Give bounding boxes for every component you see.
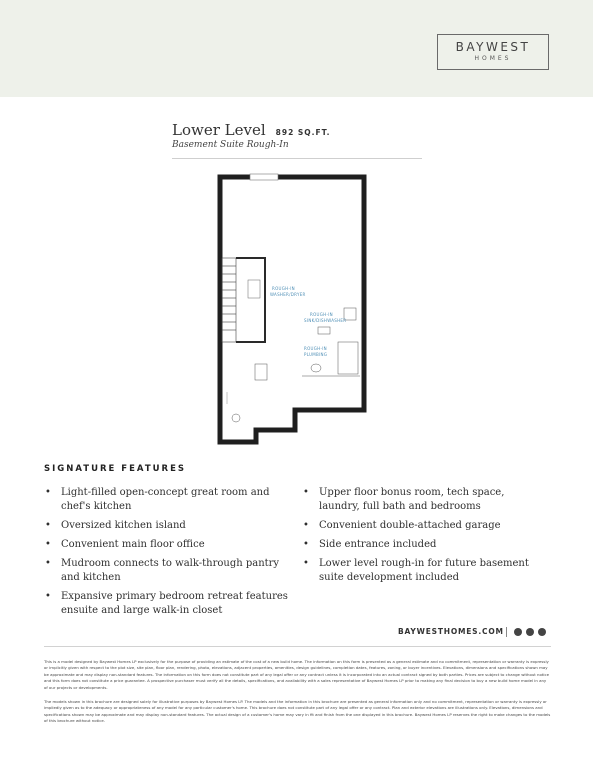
- footer-divider: [44, 646, 551, 647]
- plan-sqft: 892 SQ.FT.: [275, 128, 331, 137]
- plumbing-label-2: PLUMBING: [304, 352, 328, 357]
- exterior-walls: [220, 177, 364, 442]
- feature-item: • Oversized kitchen island: [44, 519, 289, 533]
- features-heading: SIGNATURE FEATURES: [44, 464, 187, 474]
- sink-label-1: ROUGH-IN: [310, 312, 333, 317]
- staircase: [222, 258, 236, 342]
- disclaimer-1: This is a model designed by Baywest Homes LP exclusively for the purpose of providing an estimate of the cost of a new build home. The information on this form is presented as a general estimate and no commitment, representation or warranty is expressly or implicitly given with respect to the plot size, site plan, floor plan, rendering, photo, elevations, adjacent properties, amenities, design guidelines, completion dates, features, zoning, or buyer incentives. Elevations, dimensions and specifications shown may be approximate and may display non-standard features. The information on this form does not constitute part of any legal offer or any contract unless it is incorporated into an actual contract signed by both parties. Prices are subject to change without notice and this form does not constitute a price guarantee. A prospective purchaser must verify all the details, specifications, and availability with a sales representative of Baywest Homes LP prior to making any final decision to buy a new build home model in any of our projects or developments.: [44, 659, 550, 690]
- feature-item: • Upper floor bonus room, tech space, laundry, full bath and bedrooms: [302, 486, 547, 514]
- water-heater: [255, 364, 267, 380]
- plan-title-block: [172, 120, 422, 150]
- bath-area: [338, 342, 358, 374]
- feature-item: • Convenient double-attached garage: [302, 519, 547, 533]
- x-icon[interactable]: [526, 628, 534, 636]
- facebook-icon[interactable]: [514, 628, 522, 636]
- website-link[interactable]: BAYWESTHOMES.COM: [398, 627, 504, 636]
- social-links: [506, 626, 546, 638]
- baywest-logo: [437, 34, 549, 70]
- feature-item: • Side entrance included: [302, 538, 547, 552]
- sink-label-2: SINK/DISHWASHER: [304, 318, 347, 323]
- plan-subtitle: Basement Suite Rough-In: [172, 140, 289, 150]
- feature-item: • Mudroom connects to walk-through pantry and kitchen: [44, 557, 289, 585]
- features-left: [44, 486, 289, 623]
- washer-dryer-box: [248, 280, 260, 298]
- header-band: [0, 0, 593, 97]
- sink-box: [318, 327, 330, 334]
- feature-item: • Lower level rough-in for future basement suite development included: [302, 557, 547, 585]
- instagram-icon[interactable]: [538, 628, 546, 636]
- stair-wall: [236, 258, 265, 342]
- feature-item: • Light-filled open-concept great room and chef's kitchen: [44, 486, 289, 514]
- window-top: [250, 174, 278, 180]
- features-right: [302, 486, 547, 590]
- feature-item: • Expansive primary bedroom retreat features ensuite and large walk-in closet: [44, 590, 289, 618]
- divider: [506, 627, 507, 637]
- logo-sub: HOMES: [474, 55, 512, 62]
- floor-plan: [210, 172, 375, 452]
- toilet: [311, 364, 321, 372]
- washer-label-1: ROUGH-IN: [272, 286, 295, 291]
- plumbing-label-1: ROUGH-IN: [304, 346, 327, 351]
- furnace: [232, 414, 240, 422]
- washer-label-2: WASHER/DRYER: [270, 292, 306, 297]
- plan-title: Lower Level: [172, 121, 266, 139]
- title-divider: [172, 158, 422, 159]
- disclaimer-2: The models shown in this brochure are designed solely for illustrative purposes by Baywest Homes LP. The models and the information in this brochure are presented as general information only and no commitment, representation or warranty is expressly or impliedly given as to the adequacy or appropriateness of any model for any particular customer's home. This brochure does not constitute part of any legal offer or any contract. Plan and exterior elevations are illustrations only. Elevations, dimensions and specifications shown may be approximate and may display non-standard features. The actual design of a customer's home may vary in fit and finish from the one displayed in this brochure. Baywest Homes LP reserves the right to make changes to the models of this brochure without notice.: [44, 699, 551, 724]
- logo-name: BAYWEST: [455, 40, 531, 54]
- feature-item: • Convenient main floor office: [44, 538, 289, 552]
